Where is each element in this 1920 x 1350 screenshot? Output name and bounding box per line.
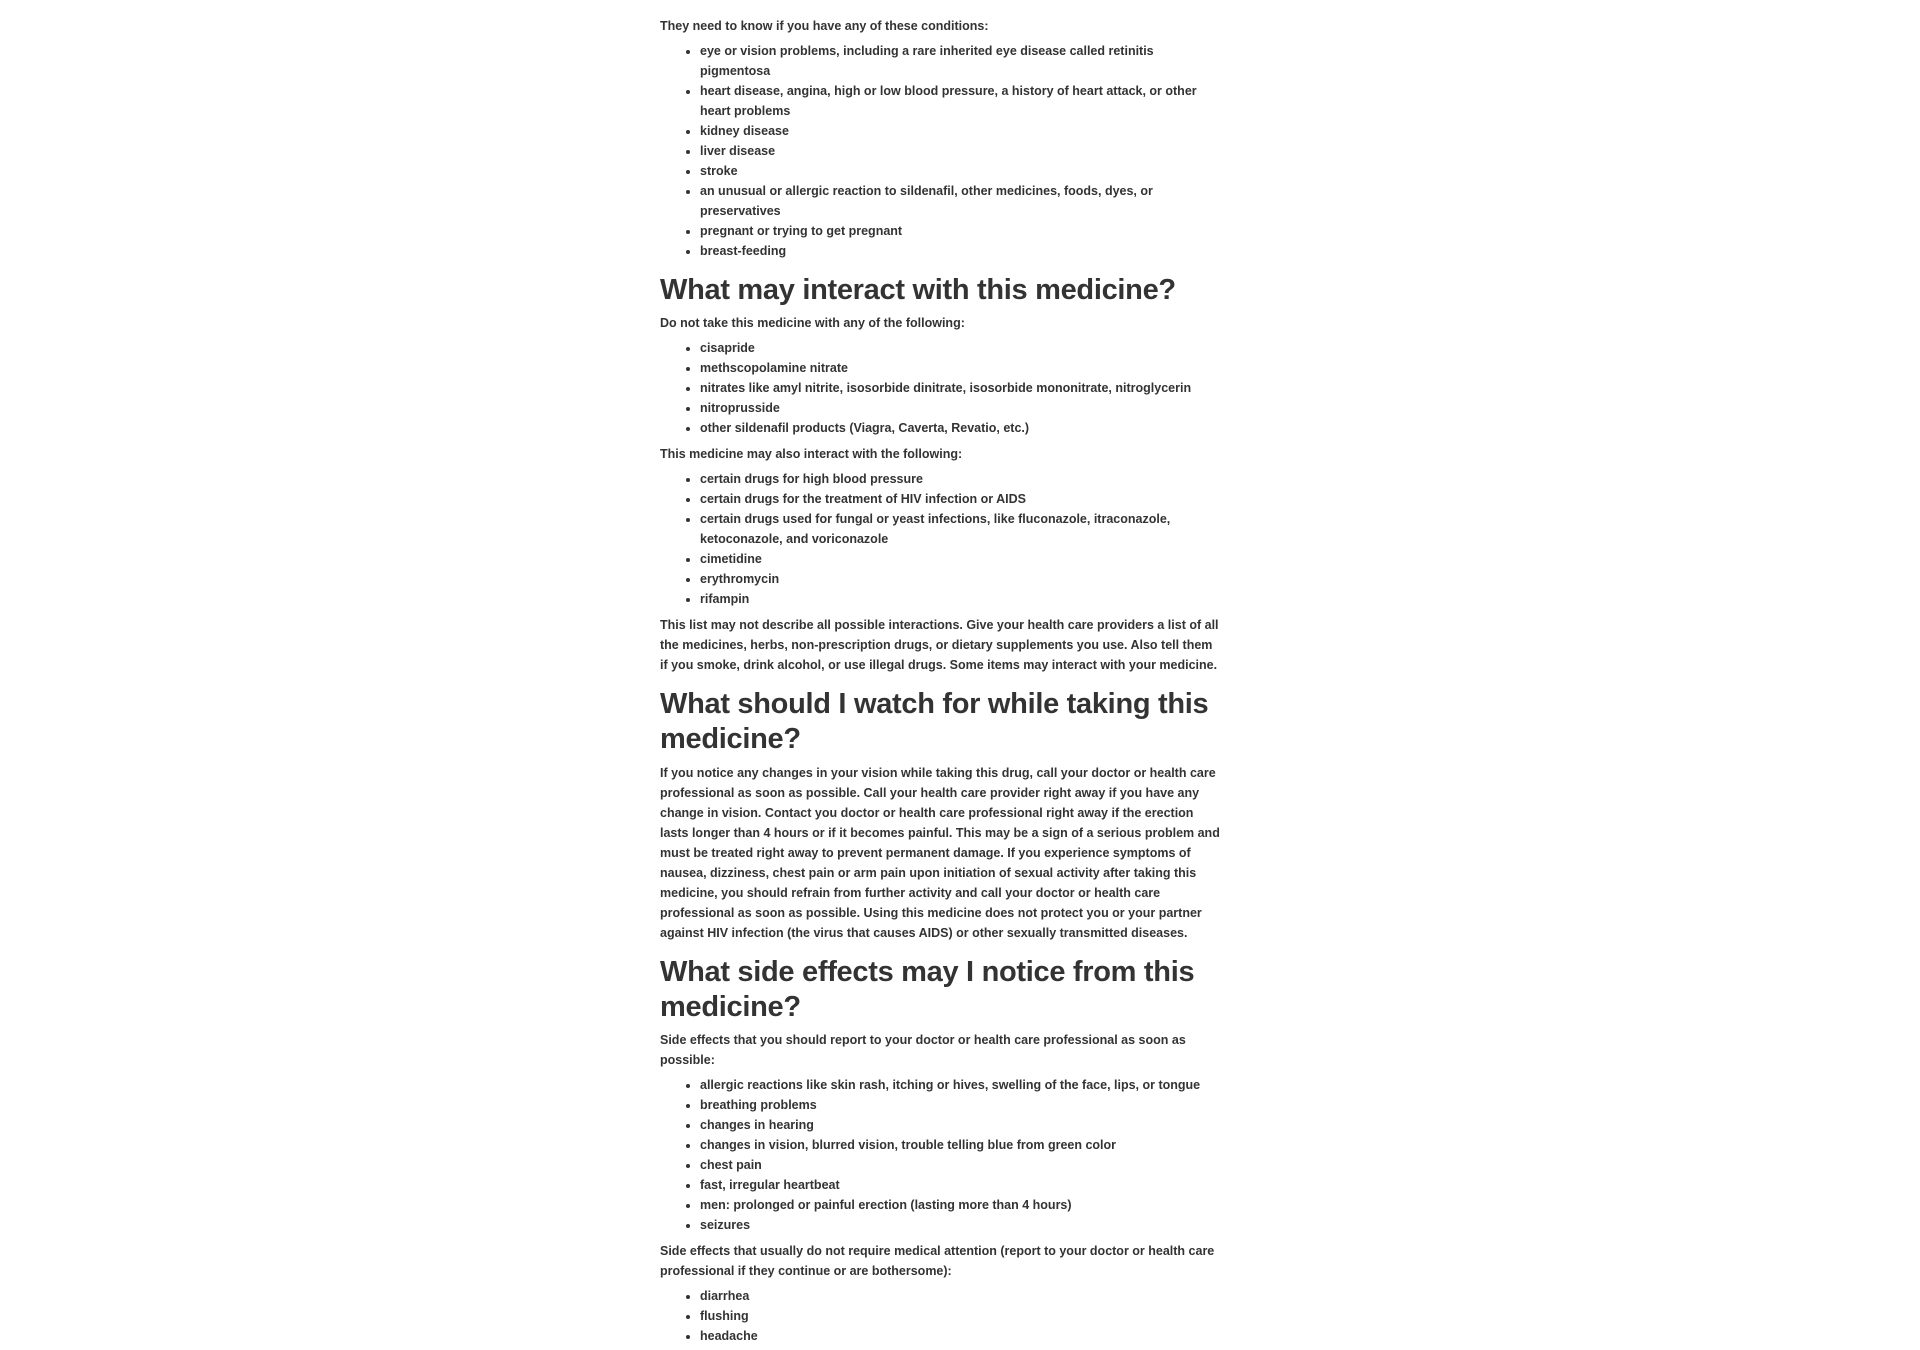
list-item: • allergic reactions like skin rash, itching or hives, swelling of the face, lips, or tongue xyxy=(700,1075,1220,1095)
list-item: • men: prolonged or painful erection (lasting more than 4 hours) xyxy=(700,1195,1220,1215)
list-item: • changes in hearing xyxy=(700,1115,1220,1135)
conditions-intro: They need to know if you have any of these conditions: xyxy=(660,19,989,33)
list-item: • methscopolamine nitrate xyxy=(700,358,1220,378)
conditions-list xyxy=(660,41,1220,261)
list-item: • certain drugs for the treatment of HIV infection or AIDS xyxy=(700,489,1220,509)
interactions-note: This list may not describe all possible interactions. Give your health care providers a list of all the medicines, herbs, non-prescription drugs, or dietary supplements you use. Also tell them if you smoke, drink alcohol, or use illegal drugs. Some items may interact with your medicine. xyxy=(660,618,1219,672)
list-item: • other sildenafil products (Viagra, Caverta, Revatio, etc.) xyxy=(700,418,1220,438)
minor-intro: Side effects that usually do not require medical attention (report to your doctor or health care professional if they continue or are bothersome): xyxy=(660,1244,1215,1278)
list-item: • liver disease xyxy=(700,141,1220,161)
document-page xyxy=(660,0,1220,1350)
list-item: • changes in vision, blurred vision, trouble telling blue from green color xyxy=(700,1135,1220,1155)
list-item: • nitroprusside xyxy=(700,398,1220,418)
list-item: • breathing problems xyxy=(700,1095,1220,1115)
list-item: • headache xyxy=(700,1326,1220,1346)
watch-heading: What should I watch for while taking this medicine? xyxy=(660,688,1209,755)
list-item: • stroke xyxy=(700,161,1220,181)
list-item: • nitrates like amyl nitrite, isosorbide dinitrate, isosorbide mononitrate, nitroglycerin xyxy=(700,378,1220,398)
list-item: • flushing xyxy=(700,1306,1220,1326)
list-item: • an unusual or allergic reaction to sildenafil, other medicines, foods, dyes, or preservatives xyxy=(700,181,1220,221)
report-intro: Side effects that you should report to your doctor or health care professional as soon as possible: xyxy=(660,1033,1186,1067)
also-interact-intro: This medicine may also interact with the following: xyxy=(660,447,963,461)
also-interact-list xyxy=(660,469,1220,609)
list-item: • pregnant or trying to get pregnant xyxy=(700,221,1220,241)
list-item: • cisapride xyxy=(700,338,1220,358)
list-item: • seizures xyxy=(700,1215,1220,1235)
list-item: • certain drugs for high blood pressure xyxy=(700,469,1220,489)
list-item: • erythromycin xyxy=(700,569,1220,589)
interactions-heading: What may interact with this medicine? xyxy=(660,274,1176,306)
list-item: • certain drugs used for fungal or yeast infections, like fluconazole, itraconazole, ketoconazole, and voriconazole xyxy=(700,509,1220,549)
list-item: • cimetidine xyxy=(700,549,1220,569)
list-item: • diarrhea xyxy=(700,1286,1220,1306)
list-item: • chest pain xyxy=(700,1155,1220,1175)
minor-list xyxy=(660,1286,1220,1346)
list-item: • breast-feeding xyxy=(700,241,1220,261)
list-item: • rifampin xyxy=(700,589,1220,609)
list-item: • kidney disease xyxy=(700,121,1220,141)
list-item: • eye or vision problems, including a rare inherited eye disease called retinitis pigmentosa xyxy=(700,41,1220,81)
report-list xyxy=(660,1075,1220,1235)
do-not-list xyxy=(660,338,1220,438)
side-effects-heading: What side effects may I notice from this medicine? xyxy=(660,956,1195,1023)
list-item: • fast, irregular heartbeat xyxy=(700,1175,1220,1195)
watch-body: If you notice any changes in your vision while taking this drug, call your doctor or health care professional as soon as possible. Call your health care provider right away if you have any change in vision. Contact you doctor or health care professional right away if the erection lasts longer than 4 hours or if it becomes painful. This may be a sign of a serious problem and must be treated right away to prevent permanent damage. If you experience symptoms of nausea, dizziness, chest pain or arm pain upon initiation of sexual activity after taking this medicine, you should refrain from further activity and call your doctor or health care professional as soon as possible. Using this medicine does not protect you or your partner against HIV infection (the virus that causes AIDS) or other sexually transmitted diseases. xyxy=(660,766,1220,940)
do-not-intro: Do not take this medicine with any of the following: xyxy=(660,316,965,330)
list-item: • heart disease, angina, high or low blood pressure, a history of heart attack, or other heart problems xyxy=(700,81,1220,121)
